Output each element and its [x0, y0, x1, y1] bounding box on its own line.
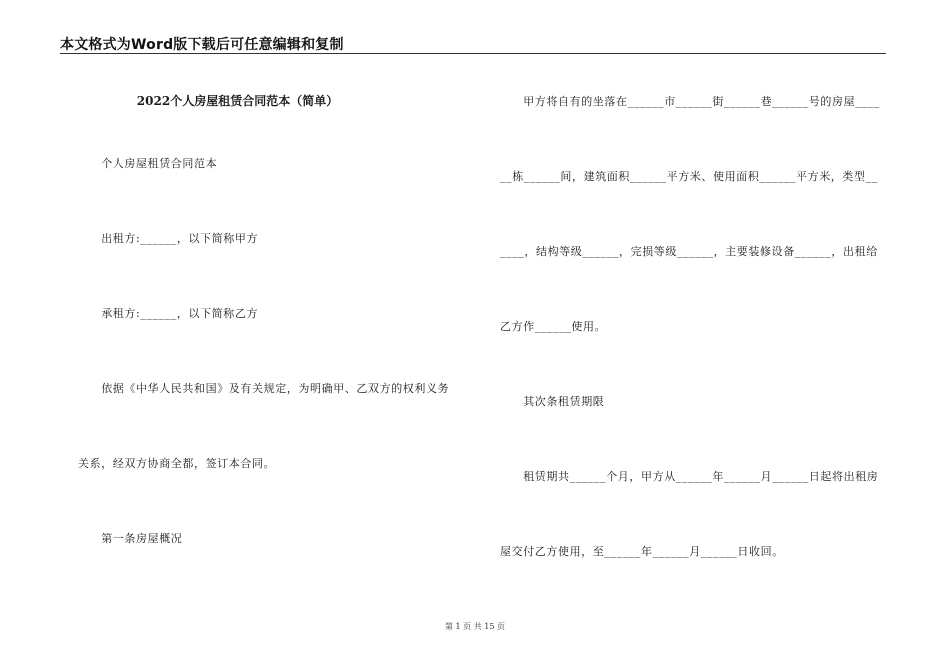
- paragraph-line: 承租方:______，以下简称乙方: [78, 307, 259, 320]
- paragraph-line: 租赁期共______个月，甲方从______年______月______日起将出租房: [500, 470, 879, 483]
- section-heading: 其次条租赁期限: [500, 395, 605, 408]
- page-number: 第 1 页 共 15 页: [445, 622, 505, 631]
- paragraph-line: 甲方将自有的坐落在______市______街______巷______号的房屋____: [500, 95, 880, 108]
- contract-title: 2022个人房屋租赁合同范本（简单）: [136, 94, 339, 108]
- paragraph-line: 出租方:______，以下简称甲方: [78, 232, 259, 245]
- paragraph-line: 乙方作______使用。: [500, 320, 607, 333]
- paragraph-line: ____，结构等级______，完损等级______，主要装修设备______，出租给: [500, 245, 878, 258]
- paragraph-line: 依据《中华人民共和国》及有关规定，为明确甲、乙双方的权利义务: [78, 382, 450, 395]
- paragraph-line: 屋交付乙方使用，至______年______月______日收回。: [500, 545, 784, 558]
- section-heading: 第一条房屋概况: [78, 532, 183, 545]
- paragraph-line: 个人房屋租赁合同范本: [78, 157, 218, 170]
- paragraph-line: 关系，经双方协商全都，签订本合同。: [78, 457, 276, 470]
- document-banner: 本文格式为Word版下载后可任意编辑和复制: [60, 37, 344, 53]
- paragraph-line: __栋______间，建筑面积______平方米、使用面积______平方米，类型__: [500, 170, 878, 183]
- header-divider: [60, 53, 886, 54]
